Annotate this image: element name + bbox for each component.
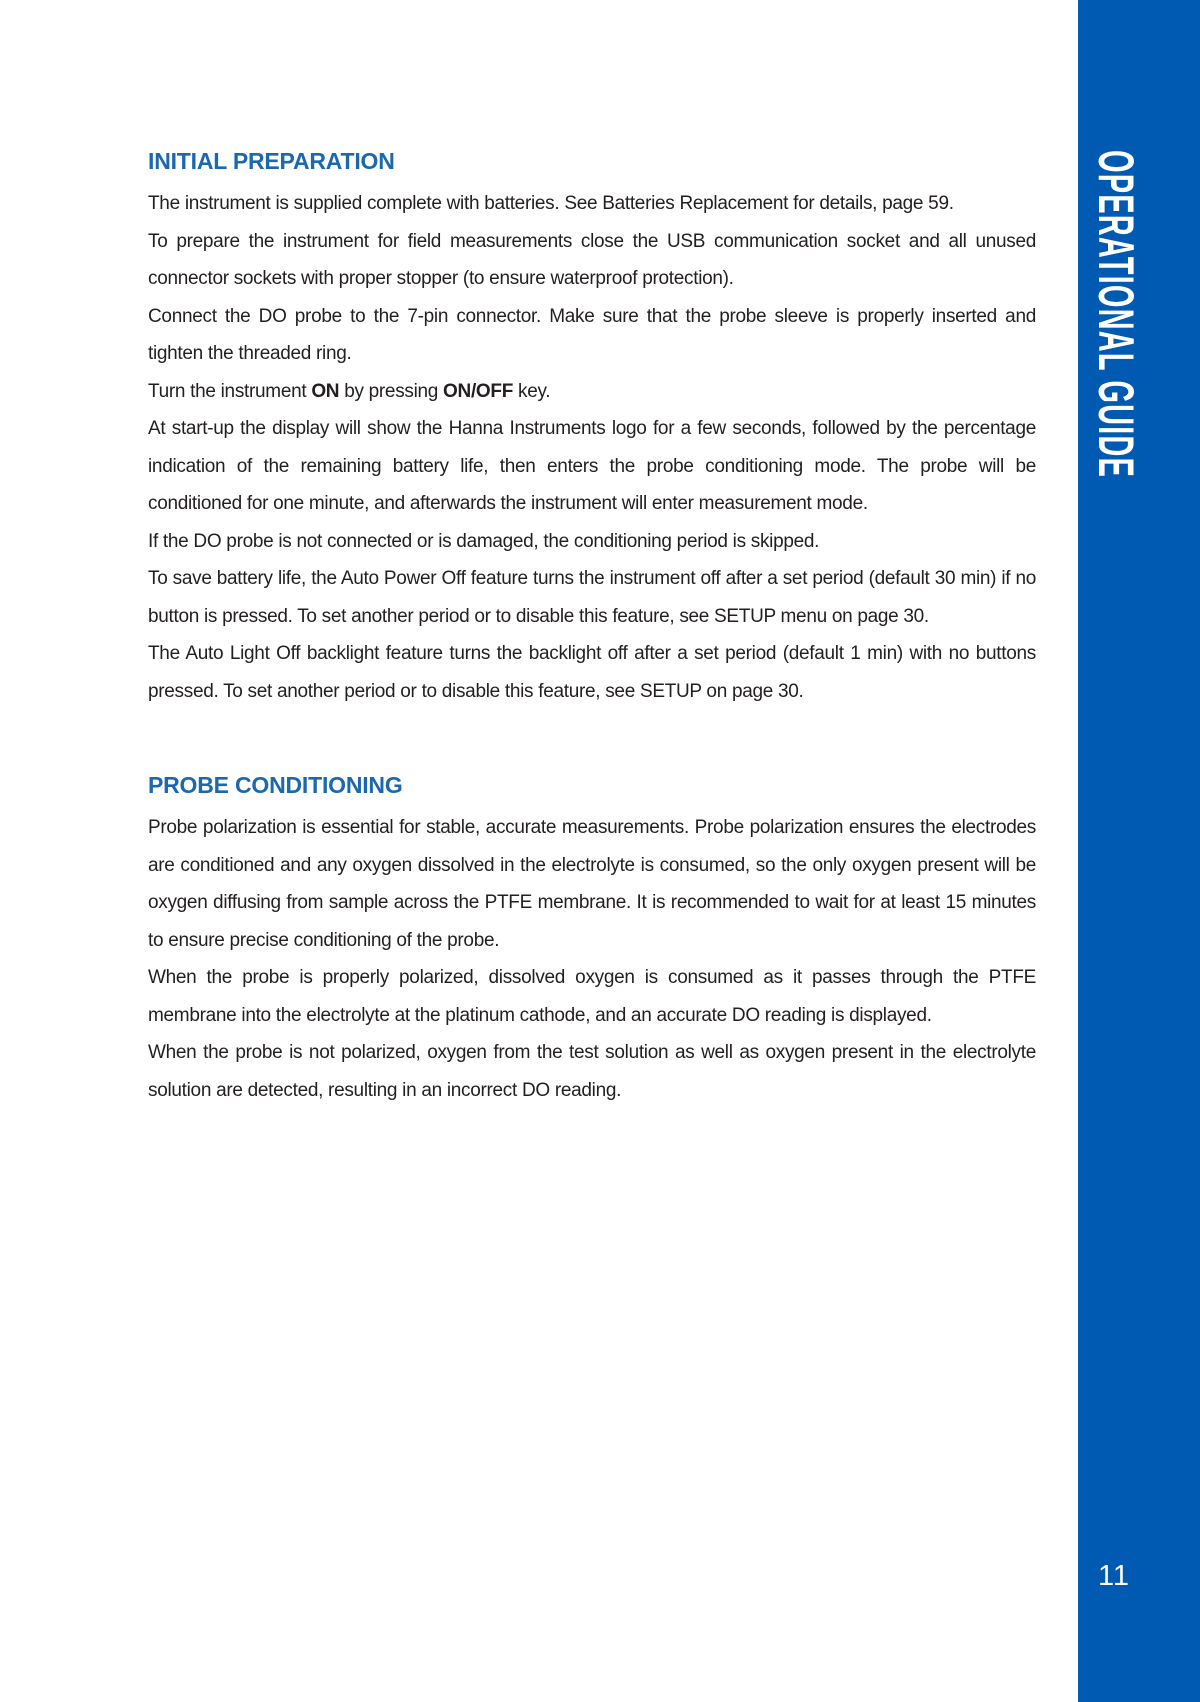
text-run: When the probe is not polarized, oxygen from the test solution as well as oxygen present in the electrolyte solution are detected, resulting in an incorrect DO reading. [148,1042,1036,1101]
section-tab [1078,0,1200,1702]
page-content [148,146,1036,1109]
page-number: 11 [1097,1560,1131,1592]
text-run: At start-up the display will show the Hanna Instruments logo for a few seconds, followed by the percentage indication of the remaining battery life, then enters the probe conditioning mode. The probe will be conditioned for one minute, and afterwards the instrument will enter measurement mode. [148,418,1036,514]
paragraph [148,560,1036,635]
text-run: To prepare the instrument for field measurements close the USB communication socket and all unused connector sockets with proper stopper (to ensure waterproof protection). [148,230,1036,289]
text-run: If the DO probe is not connected or is damaged, the conditioning period is skipped. [148,530,820,552]
section-heading: INITIAL PREPARATION [148,148,395,174]
text-run: The instrument is supplied complete with batteries. See Batteries Replacement for details, page 59. [148,193,954,214]
paragraph [148,959,1036,1034]
paragraph [148,298,1036,373]
section-probe-conditioning [148,770,1036,1109]
text-run: Probe polarization is essential for stable, accurate measurements. Probe polarization ensures the electrodes are conditioned and any oxygen dissolved in the electrolyte is consumed, so the only oxygen present will be oxygen diffusing from sample across the PTFE membrane. It is recommended to wait for at least 15 minutes to ensure precise conditioning of the probe. [148,817,1036,951]
text-run: by pressing [339,380,444,402]
paragraph [148,185,1036,223]
text-run: The Auto Light Off backlight feature turns the backlight off after a set period (default 1 min) with no buttons pressed. To set another period or to disable this feature, see SETUP on page 30. [148,643,1036,702]
paragraph [148,223,1036,298]
text-run: Connect the DO probe to the 7-pin connector. Make sure that the probe sleeve is properly inserted and tighten the threaded ring. [148,305,1036,364]
text-run: key. [513,380,551,402]
text-run: To save battery life, the Auto Power Off feature turns the instrument off after a set period (default 30 min) if no button is pressed. To set another period or to disable this feature, see SETUP menu on page 30. [148,568,1036,627]
paragraph [148,635,1036,710]
paragraph [148,523,1036,561]
text-run: When the probe is properly polarized, dissolved oxygen is consumed as it passes through the PTFE membrane into the electrolyte at the platinum cathode, and an accurate DO reading is displayed. [148,967,1036,1026]
section-heading: PROBE CONDITIONING [148,772,403,798]
bold-keyword: ON [311,380,340,402]
paragraph [148,1034,1036,1109]
paragraph [148,410,1036,523]
text-run: Turn the instrument [148,380,312,402]
section-initial-preparation [148,146,1036,710]
section-tab-label: OPERATIONAL GUIDE [1088,150,1144,479]
paragraph [148,373,1036,411]
paragraph [148,809,1036,959]
bold-keyword: ON/OFF [443,380,514,402]
